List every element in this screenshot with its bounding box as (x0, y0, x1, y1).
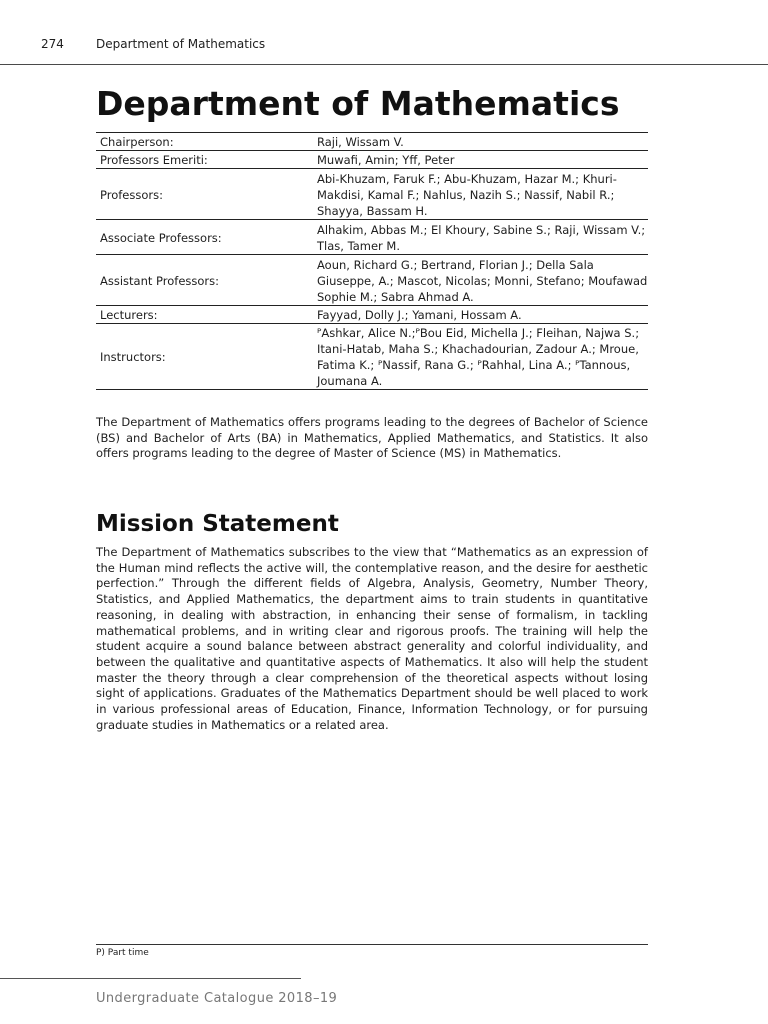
table-row (96, 255, 648, 306)
page-title: Department of Mathematics (96, 84, 620, 123)
role-label: Lecturers: (100, 308, 158, 322)
footnote: P) Part time (96, 948, 149, 958)
role-label: Chairperson: (100, 135, 174, 149)
faculty-names: Muwafi, Amin; Yff, Peter (317, 153, 455, 167)
role-label: Assistant Professors: (100, 273, 220, 288)
faculty-names: Abi-Khuzam, Faruk F.; Abu-Khuzam, Hazar M.; Khuri-Makdisi, Kamal F.; Nahlus, Nazih S.; Nassif, Nabil R.; Shayya, Bassam H. (317, 171, 617, 218)
table-row (96, 306, 648, 324)
faculty-names: Alhakim, Abbas M.; El Khoury, Sabine S.; Raji, Wissam V.; Tlas, Tamer M. (317, 222, 646, 253)
running-title: Department of Mathematics (96, 37, 266, 51)
table-row (96, 133, 648, 151)
table-row (96, 151, 648, 169)
intro-paragraph: The Department of Mathematics offers programs leading to the degrees of Bachelor of Science (BS) and Bachelor of Arts (BA) in Mathematics, Applied Mathematics, and Statistics. It also offers programs leading to the degree of Master of Science (MS) in Mathematics. (96, 415, 648, 461)
role-label: Professors Emeriti: (100, 153, 208, 167)
footer-divider (0, 978, 301, 979)
mission-paragraph: The Department of Mathematics subscribes to the view that “Mathematics as an expression of the Human mind reflects the active will, the contemplative reason, and the desire for aesthetic perfection.” Through the different fields of Algebra, Analysis, Geometry, Number Theory, Statistics, and Applied Mathematics, the department aims to train students in quantitative reasoning, in dealing with abstraction, in enhancing their sense of formalism, in tackling mathematical problems, and in writing clear and rigorous proofs. The training will help the student acquire a sound balance between abstract generality and colorful individuality, and between the qualitative and quantitative aspects of Mathematics. It also will help the student master the theory through a clear comprehension of the theoretical aspects without losing sight of applications. Graduates of the Mathematics Department should be well placed to work in various professional areas of Education, Finance, Information Technology, or for pursuing graduate studies in Mathematics or a related area. (96, 545, 648, 732)
mission-heading: Mission Statement (96, 511, 339, 537)
page-number: 274 (41, 37, 64, 51)
faculty-names: Raji, Wissam V. (317, 135, 404, 149)
running-header (0, 0, 768, 65)
table-row (96, 169, 648, 220)
table-row (96, 324, 648, 390)
table-row (96, 220, 648, 255)
role-label: Instructors: (100, 350, 166, 364)
role-label: Associate Professors: (100, 230, 222, 245)
footer-title: Undergraduate Catalogue 2018–19 (96, 991, 338, 1006)
faculty-names: Aoun, Richard G.; Bertrand, Florian J.; Della Sala Giuseppe, A.; Mascot, Nicolas; Monni, Stefano; Moufawad Sophie M.; Sabra Ahmad A. (317, 257, 648, 304)
role-label: Professors: (100, 187, 163, 202)
faculty-table (96, 132, 648, 390)
faculty-names: ᴾAshkar, Alice N.;ᴾBou Eid, Michella J.; Fleihan, Najwa S.; Itani-Hatab, Maha S.; Khachadourian, Zadour A.; Mroue, Fatima K.; ᴾNassif, Rana G.; ᴾRahhal, Lina A.; ᴾTannous, Joumana A. (317, 326, 640, 388)
faculty-names: Fayyad, Dolly J.; Yamani, Hossam A. (317, 308, 522, 322)
footnote-divider (96, 944, 648, 945)
